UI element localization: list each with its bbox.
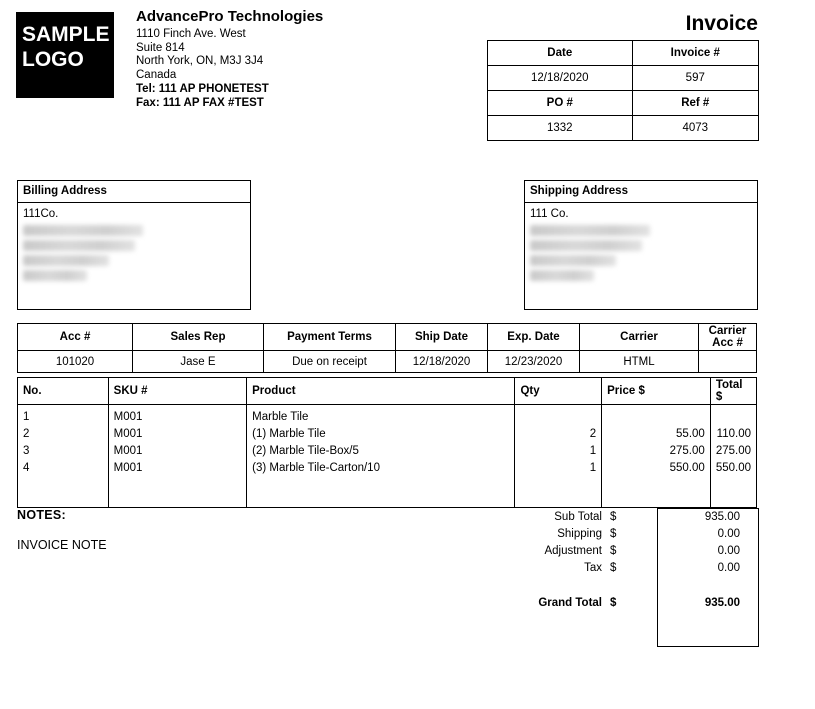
billing-address-redacted-3 <box>23 255 109 266</box>
info-header-carrier: Carrier <box>580 324 699 351</box>
billing-address-name: 111Co. <box>23 208 59 220</box>
meta-header-po-number: PO # <box>488 91 633 116</box>
shipping-address-redacted-3 <box>530 255 616 266</box>
item-price-3: 275.00 <box>669 445 705 457</box>
item-total-2: 110.00 <box>716 428 751 440</box>
item-qty-4: 1 <box>589 462 597 474</box>
item-qty-3: 1 <box>589 445 597 457</box>
company-block <box>136 8 466 110</box>
invoice-header <box>0 0 815 150</box>
item-qty-2: 2 <box>589 428 597 440</box>
items-header-price: Price $ <box>602 378 711 405</box>
billing-address-box <box>17 180 251 310</box>
info-header-acc-number: Acc # <box>18 324 133 351</box>
item-product-1: Marble Tile <box>252 411 309 423</box>
item-no-2: 2 <box>23 428 30 440</box>
adjustment-currency: $ <box>610 544 617 557</box>
shipping-address-box <box>524 180 758 310</box>
invoice-meta-table <box>487 40 759 141</box>
items-column-qty <box>515 405 602 508</box>
table-row <box>488 66 759 91</box>
company-address-line-3: North York, ON, M3J 3J4 <box>136 55 264 67</box>
tax-currency: $ <box>610 561 617 574</box>
table-row <box>18 324 757 351</box>
tax-value: 0.00 <box>717 561 740 574</box>
info-value-acc-number: 101020 <box>18 351 133 373</box>
meta-value-po-number: 1332 <box>488 116 633 141</box>
info-header-ship-date: Ship Date <box>396 324 488 351</box>
page-title: Invoice <box>685 12 758 35</box>
grand-total-currency: $ <box>610 596 617 609</box>
item-price-4: 550.00 <box>669 462 705 474</box>
items-column-no <box>18 405 109 508</box>
item-no-3: 3 <box>23 445 30 457</box>
item-product-2: (1) Marble Tile <box>252 428 326 440</box>
item-total-3: 275.00 <box>715 445 751 457</box>
item-price-2: 55.00 <box>676 428 705 440</box>
shipping-address-name: 111 Co. <box>530 208 569 220</box>
grand-total-label: Grand Total <box>538 596 602 609</box>
item-sku-3: M001 <box>113 445 143 457</box>
company-address-line-4: Canada <box>136 68 177 81</box>
totals-section <box>450 508 757 611</box>
company-logo <box>16 12 114 98</box>
item-total-1 <box>716 409 751 426</box>
company-name: AdvancePro Technologies <box>136 8 324 25</box>
sub-total-currency: $ <box>610 510 617 523</box>
item-sku-4: M001 <box>113 462 143 474</box>
shipping-address-redacted-4 <box>530 270 594 281</box>
company-tel: Tel: 111 AP PHONETEST <box>136 83 269 95</box>
table-row <box>18 405 757 508</box>
shipping-currency: $ <box>610 527 617 540</box>
meta-value-date: 12/18/2020 <box>488 66 633 91</box>
totals-row-grand-total <box>450 594 757 611</box>
items-header-no: No. <box>18 378 109 405</box>
sub-total-value: 935.00 <box>704 510 740 523</box>
info-value-sales-rep: Jase E <box>133 351 264 373</box>
info-header-payment-terms: Payment Terms <box>264 324 396 351</box>
item-no-1: 1 <box>23 411 30 423</box>
shipping-value: 0.00 <box>717 527 740 540</box>
sub-total-label: Sub Total <box>554 510 602 523</box>
shipping-address-title: Shipping Address <box>525 181 757 203</box>
line-items-table <box>17 377 757 508</box>
meta-value-invoice-number: 597 <box>632 66 758 91</box>
items-column-product <box>247 405 515 508</box>
logo-line-2: LOGO <box>22 48 84 71</box>
table-row <box>488 91 759 116</box>
table-row <box>18 378 757 405</box>
info-value-payment-terms: Due on receipt <box>264 351 396 373</box>
items-column-sku <box>108 405 246 508</box>
info-value-carrier: HTML <box>580 351 699 373</box>
billing-address-redacted-4 <box>23 270 87 281</box>
item-total-4: 550.00 <box>715 462 751 474</box>
table-row <box>18 351 757 373</box>
billing-address-redacted-2 <box>23 240 135 251</box>
items-column-price <box>602 405 711 508</box>
order-info-table <box>17 323 757 373</box>
shipping-address-redacted-1 <box>530 225 650 236</box>
info-header-carrier-acc-number: Carrier Acc # <box>699 324 757 351</box>
item-sku-1: M001 <box>113 411 143 423</box>
notes-section <box>17 508 447 552</box>
item-qty-1 <box>520 409 596 426</box>
table-row <box>488 116 759 141</box>
billing-address-redacted-1 <box>23 225 143 236</box>
adjustment-value: 0.00 <box>717 544 740 557</box>
items-column-total <box>710 405 756 508</box>
item-sku-2: M001 <box>113 428 143 440</box>
logo-line-1: SAMPLE <box>22 23 110 46</box>
totals-row-tax <box>450 559 757 576</box>
item-no-4: 4 <box>23 462 30 474</box>
item-product-3: (2) Marble Tile-Box/5 <box>252 445 359 457</box>
company-contact <box>136 83 466 110</box>
items-header-qty: Qty <box>515 378 602 405</box>
notes-text: INVOICE NOTE <box>17 538 107 552</box>
item-product-4: (3) Marble Tile-Carton/10 <box>252 462 380 474</box>
items-header-total: Total $ <box>710 378 756 405</box>
info-value-ship-date: 12/18/2020 <box>396 351 488 373</box>
shipping-address-redacted-2 <box>530 240 642 251</box>
company-address-line-1: 1110 Finch Ave. West <box>136 28 246 40</box>
meta-value-ref-number: 4073 <box>632 116 758 141</box>
items-header-sku: SKU # <box>108 378 246 405</box>
table-row <box>488 41 759 66</box>
adjustment-label: Adjustment <box>544 544 602 557</box>
meta-header-ref-number: Ref # <box>632 91 758 116</box>
info-value-carrier-acc-number <box>699 351 757 373</box>
meta-header-invoice-number: Invoice # <box>632 41 758 66</box>
company-address-line-2: Suite 814 <box>136 41 185 54</box>
company-address <box>136 28 466 82</box>
shipping-address-body <box>525 203 757 289</box>
billing-address-body <box>18 203 250 289</box>
info-value-exp-date: 12/23/2020 <box>488 351 580 373</box>
totals-row-shipping <box>450 525 757 542</box>
info-header-sales-rep: Sales Rep <box>133 324 264 351</box>
billing-address-title: Billing Address <box>18 181 250 203</box>
totals-row-sub-total <box>450 508 757 525</box>
items-header-product: Product <box>247 378 515 405</box>
grand-total-value: 935.00 <box>704 596 740 609</box>
meta-header-date: Date <box>488 41 633 66</box>
notes-title: NOTES: <box>17 508 67 522</box>
shipping-label: Shipping <box>557 527 602 540</box>
company-fax: Fax: 111 AP FAX #TEST <box>136 96 264 109</box>
totals-row-adjustment <box>450 542 757 559</box>
item-price-1 <box>607 409 705 426</box>
tax-label: Tax <box>584 561 602 574</box>
info-header-exp-date: Exp. Date <box>488 324 580 351</box>
